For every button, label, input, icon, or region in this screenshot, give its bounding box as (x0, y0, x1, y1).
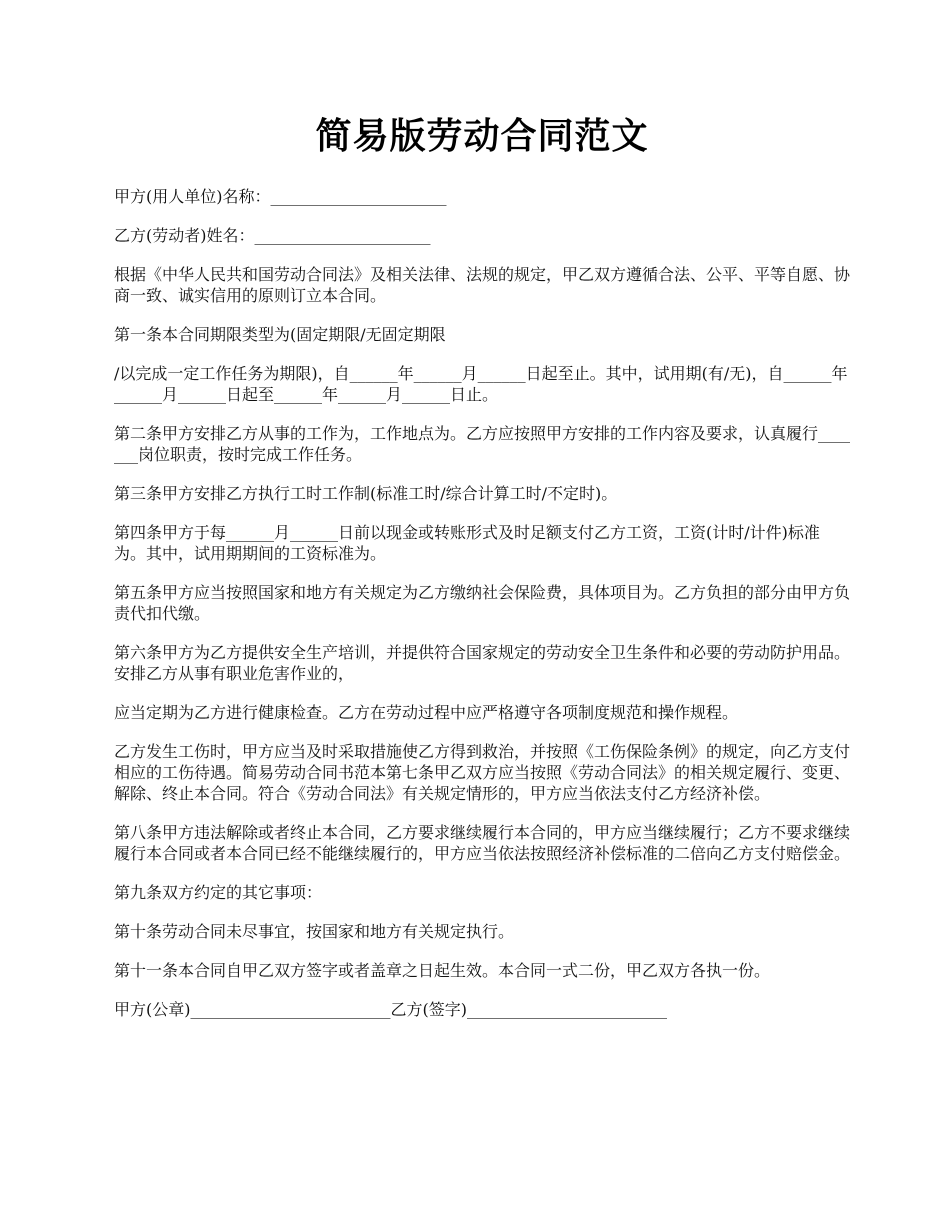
article-2-paragraph: 第二条甲方安排乙方从事的工作为，工作地点为。乙方应按照甲方安排的工作内容及要求，认真履行_______岗位职责，按时完成工作任务。 (114, 424, 851, 464)
article-1-continued-paragraph: /以完成一定工作任务为期限)，自______年______月______日起至止。其中，试用期(有/无)，自______年______月______日起至______年______月______日止。 (114, 364, 848, 404)
article-4-paragraph: 第四条甲方于每______月______日前以现金或转账形式及时足额支付乙方工资，工资(计时/计件)标准为。其中，试用期期间的工资标准为。 (114, 523, 820, 563)
signature-line: 甲方(公章)_________________________乙方(签字)_________________________ (114, 1000, 667, 1019)
document-title: 简易版劳动合同范文 (315, 115, 649, 157)
article-1-paragraph: 第一条本合同期限类型为(固定期限/无固定期限 (114, 325, 446, 344)
article-8-paragraph: 第八条甲方违法解除或者终止本合同，乙方要求继续履行本合同的，甲方应当继续履行；乙方不要求继续履行本合同或者本合同已经不能继续履行的，甲方应当依法按照经济补偿标准的二倍向乙方支付赔偿金。 (114, 823, 851, 863)
party-a-name-line: 甲方(用人单位)名称：______________________ (114, 187, 447, 206)
article-3-paragraph: 第三条甲方安排乙方执行工时工作制(标准工时/综合计算工时/不定时)。 (114, 484, 618, 503)
article-9-paragraph: 第九条双方约定的其它事项： (114, 883, 323, 902)
preamble-paragraph: 根据《中华人民共和国劳动合同法》及相关法律、法规的规定，甲乙双方遵循合法、公平、平等自愿、协商一致、诚实信用的原则订立本合同。 (114, 265, 851, 305)
article-5-paragraph: 第五条甲方应当按照国家和地方有关规定为乙方缴纳社会保险费，具体项目为。乙方负担的部分由甲方负责代扣代缴。 (114, 583, 851, 623)
article-11-paragraph: 第十一条本合同自甲乙双方签字或者盖章之日起生效。本合同一式二份，甲乙双方各执一份。 (114, 961, 771, 980)
article-6-continued-paragraph: 应当定期为乙方进行健康检查。乙方在劳动过程中应严格遵守各项制度规范和操作规程。 (114, 703, 739, 722)
article-7-paragraph: 乙方发生工伤时，甲方应当及时采取措施使乙方得到救治，并按照《工伤保险条例》的规定，向乙方支付相应的工伤待遇。简易劳动合同书范本第七条甲乙双方应当按照《劳动合同法》的相关规定履行、变更、解除、终止本合同。符合《劳动合同法》有关规定情形的，甲方应当依法支付乙方经济补偿。 (114, 742, 851, 803)
party-b-name-line: 乙方(劳动者)姓名：______________________ (114, 226, 431, 245)
article-10-paragraph: 第十条劳动合同未尽事宜，按国家和地方有关规定执行。 (114, 922, 515, 941)
article-6-paragraph: 第六条甲方为乙方提供安全生产培训，并提供符合国家规定的劳动安全卫生条件和必要的劳动防护用品。安排乙方从事有职业危害作业的， (114, 643, 851, 683)
